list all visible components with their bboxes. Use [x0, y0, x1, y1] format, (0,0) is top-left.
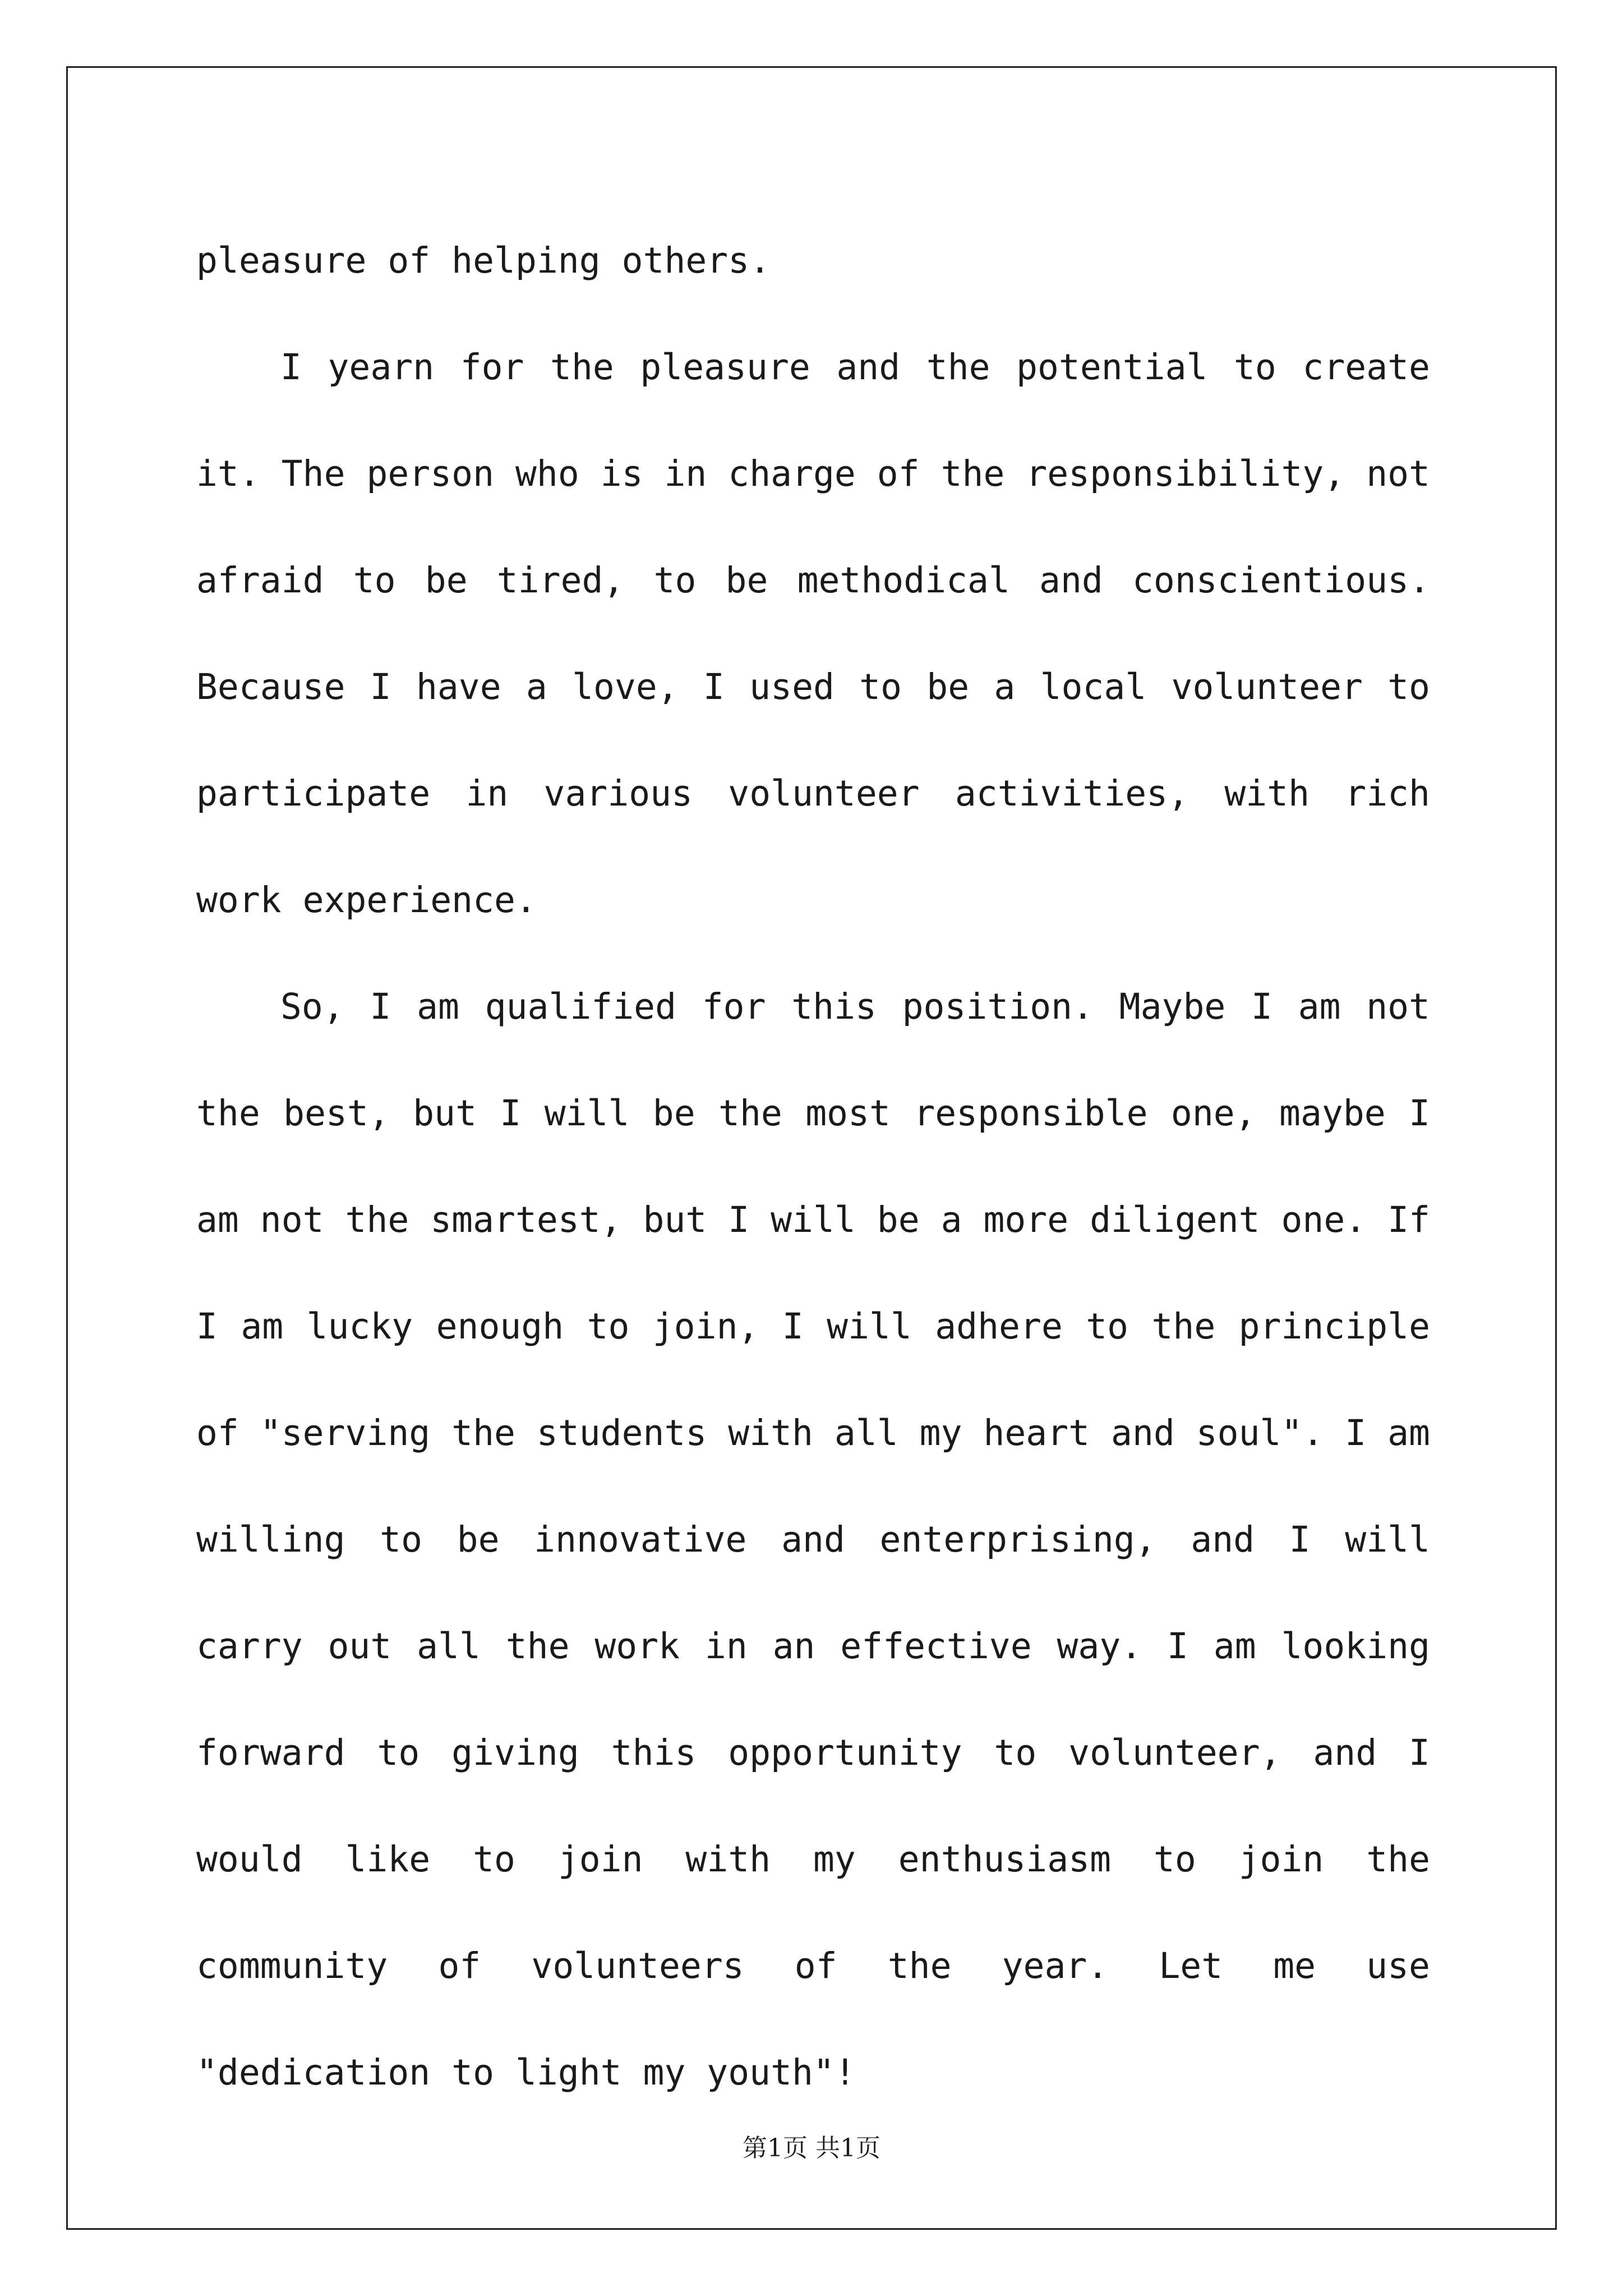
paragraph-motivation: I yearn for the pleasure and the potential to create it. The person who is in charge of the responsibility, not afraid to be tired, to be methodical and conscientious. Because I have a love, I used to be a local volunteer to participate in various volunteer activities, with rich work experience.: [196, 347, 1430, 921]
document-body: [196, 208, 1430, 2126]
paragraph-continuation: pleasure of helping others.: [196, 240, 771, 281]
paragraph-qualification: So, I am qualified for this position. Maybe I am not the best, but I will be the most responsible one, maybe I am not the smartest, but I will be a more diligent one. If I am lucky enough to join, I will adhere to the principle of "serving the students with all my heart and soul". I am willing to be innovative and enterprising, and I will carry out all the work in an effective way. I am looking forward to giving this opportunity to volunteer, and I would like to join with my enthusiasm to join the community of volunteers of the year. Let me use "dedication to light my youth"!: [196, 986, 1430, 2093]
page-number-footer: 第1页 共1页: [743, 2134, 880, 2162]
